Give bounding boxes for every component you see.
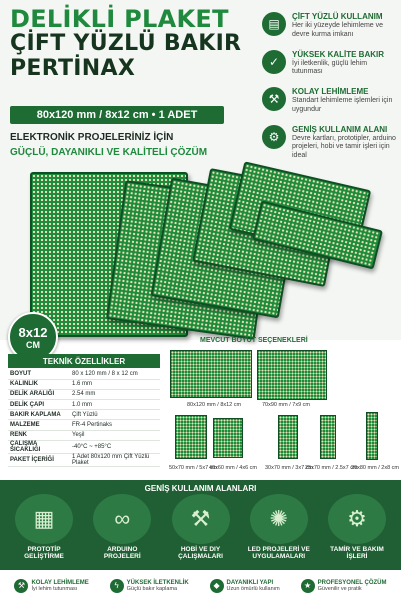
table-row (8, 369, 160, 379)
application-label: LED PROJELERİ VE UYGULAMALARI (247, 546, 310, 561)
shield-icon: ◆ (210, 579, 224, 593)
benefit-desc: Uzun ömürlü kullanım (226, 585, 280, 592)
table-row (8, 389, 160, 399)
layers-icon: ▤ (262, 12, 286, 36)
spec-key: PAKET İÇERİĞİ (8, 453, 70, 466)
feature-title: ÇİFT YÜZLÜ KULLANIM (292, 12, 383, 21)
specs-title: TEKNİK ÖZELLİKLER (8, 354, 160, 368)
application-label: HOBİ VE DIY ÇALIŞMALARI (178, 546, 223, 561)
feature-item (262, 50, 396, 78)
table-row (8, 453, 160, 466)
spec-key: BOYUT (8, 369, 70, 379)
applications-section (0, 480, 401, 601)
feature-list (262, 12, 396, 171)
hobby-icon: ⚒ (172, 494, 230, 544)
benefit-title: DAYANIKLI YAPI (226, 579, 274, 586)
feature-desc: Her iki yüzeyde lehimleme ve devre kurma imkanı (292, 22, 384, 38)
subtitle-2: GÜÇLÜ, DAYANIKLI VE KALİTELİ ÇÖZÜM (10, 147, 208, 158)
table-row (8, 430, 160, 440)
size-option-label: 40x60 mm / 4x6 cm (209, 465, 257, 471)
table-row (8, 440, 160, 453)
feature-item (262, 125, 396, 161)
prototype-icon: ▦ (15, 494, 73, 544)
lightning-icon: ϟ (110, 579, 124, 593)
table-row (8, 400, 160, 410)
gear-icon: ⚙ (262, 125, 286, 149)
size-option-board (213, 418, 243, 458)
badge-check-icon: ✓ (262, 50, 286, 74)
title-line-1: DELİKLİ PLAKET (10, 5, 229, 33)
spec-value: 1.6 mm (70, 379, 160, 389)
applications-list (10, 494, 391, 568)
badge-unit: CM (26, 339, 40, 350)
feature-title: YÜKSEK KALİTE BAKIR (292, 49, 385, 59)
subtitle-1: ELEKTRONİK PROJELERİNİZ İÇİN (10, 132, 174, 143)
title-line-3: PERTİNAX (10, 55, 136, 81)
size-option-label: 25x70 mm / 2.5x7 cm (305, 465, 358, 471)
feature-title: KOLAY LEHİMLEME (292, 87, 369, 96)
title-line-2: ÇİFT YÜZLÜ BAKIR (10, 31, 242, 57)
application-item (167, 494, 235, 568)
spec-key: ÇALIŞMA SICAKLIĞI (8, 440, 70, 453)
benefit-title: YÜKSEK İLETKENLİK (126, 579, 189, 586)
size-option-label: 30x70 mm / 3x7 cm (265, 465, 313, 471)
size-banner: 80x120 mm / 8x12 cm • 1 ADET (10, 106, 224, 124)
table-row (8, 379, 160, 389)
size-option-board (257, 350, 327, 400)
spec-value: Çift Yüzlü (70, 410, 160, 420)
options-title: MEVCUT BOYUT SEÇENEKLERİ (200, 337, 308, 344)
table-row (8, 410, 160, 420)
spec-value: 80 x 120 mm / 8 x 12 cm (70, 369, 160, 379)
benefit-item (110, 579, 189, 593)
application-label: ARDUINO PROJELERİ (103, 546, 141, 561)
spec-value: FR-4 Pertinaks (70, 420, 160, 430)
benefit-item (301, 579, 387, 593)
led-icon: ✺ (250, 494, 308, 544)
size-option-board (320, 415, 336, 459)
product-title (10, 6, 250, 81)
application-item (10, 494, 78, 568)
spec-value: 1 Adet 80x120 mm Çift Yüzlü Plaket (70, 453, 160, 466)
benefit-title: PROFESYONEL ÇÖZÜM (317, 579, 387, 586)
spec-value: -40°C ~ +85°C (70, 440, 160, 453)
application-label: TAMİR VE BAKIM İŞLERİ (330, 546, 384, 561)
size-option-board (170, 350, 252, 398)
table-row (8, 420, 160, 430)
size-option-label: 20x80 mm / 2x8 cm (351, 465, 399, 471)
spec-key: DELİK ÇAPI (8, 400, 70, 410)
benefit-title: KOLAY LEHİMLEME (31, 579, 89, 586)
application-label: PROTOTİP GELİŞTİRME (24, 546, 64, 561)
spec-key: BAKIR KAPLAMA (8, 410, 70, 420)
application-item (323, 494, 391, 568)
benefits-strip (0, 570, 401, 601)
feature-desc: Devre kartları, prototipler, arduino projeleri, hobi ve tamir işleri için ideal (292, 134, 396, 159)
spec-key: DELİK ARALIĞI (8, 389, 70, 399)
spec-value: Yeşil (70, 430, 160, 440)
application-item (245, 494, 313, 568)
soldering-iron-icon: ⚒ (262, 87, 286, 111)
benefit-desc: Güçlü bakır kaplama (126, 585, 178, 592)
feature-item (262, 12, 396, 40)
feature-desc: İyi iletkenlik, güçlü lehim tutunması (292, 59, 368, 76)
size-option-board (175, 415, 207, 459)
benefit-desc: İyi lehim tutunması (31, 585, 78, 592)
spec-key: MALZEME (8, 420, 70, 430)
badge-size: 8x12 (18, 324, 48, 340)
arduino-icon: ∞ (93, 494, 151, 544)
size-option-board (366, 412, 378, 460)
spec-key: RENK (8, 430, 70, 440)
benefit-item (14, 579, 88, 593)
size-option-label: 80x120 mm / 8x12 cm (187, 402, 242, 408)
spec-value: 2.54 mm (70, 389, 160, 399)
soldering-iron-icon: ⚒ (14, 579, 28, 593)
spec-value: 1.0 mm (70, 400, 160, 410)
specs-table (8, 369, 160, 467)
pcb-stack-image (20, 160, 390, 335)
feature-desc: Standart lehimleme işlemleri için uygundur (292, 97, 393, 113)
spec-key: KALINLIK (8, 379, 70, 389)
benefit-item (210, 579, 280, 593)
benefit-desc: Güvenilir ve pratik (317, 585, 362, 592)
application-item (88, 494, 156, 568)
star-icon: ★ (301, 579, 315, 593)
size-option-label: 50x70 mm / 5x7 cm (169, 465, 217, 471)
size-option-board (278, 415, 298, 459)
feature-title: GENİŞ KULLANIM ALANI (292, 124, 388, 134)
size-option-label: 70x90 mm / 7x9 cm (262, 402, 310, 408)
applications-title: GENİŞ KULLANIM ALANLARI (144, 484, 257, 493)
repair-icon: ⚙ (328, 494, 386, 544)
feature-item (262, 87, 396, 115)
